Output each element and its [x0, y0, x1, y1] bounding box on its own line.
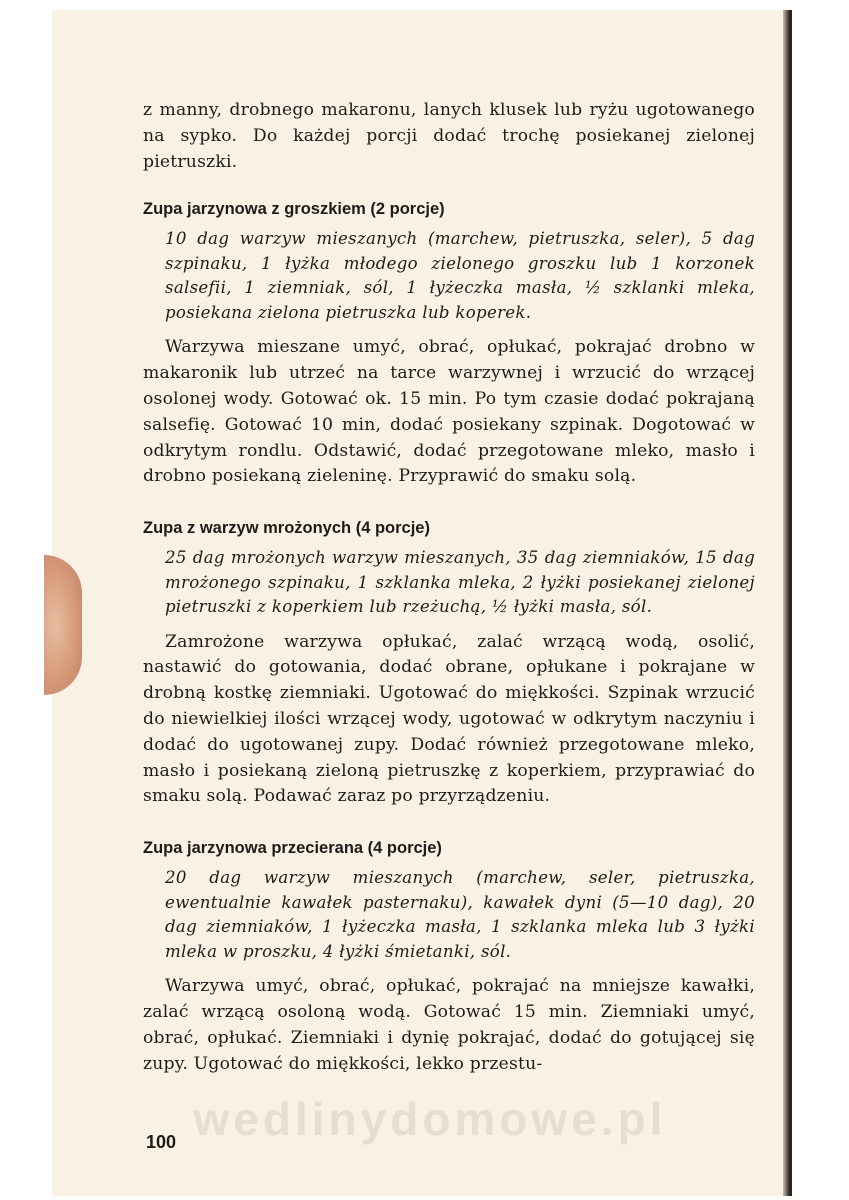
recipe-method: Warzywa umyć, obrać, opłukać, pokrajać na mniejsze kawałki, zalać wrzącą osoloną wodą. Gotować 15 min. Ziemniaki umyć, obrać, opłukać. Ziemniaki i dynię pokrajać, dodać do gotującej się zupy. Ugotować do miękkości, lekko przestu- — [143, 976, 755, 1074]
recipe-section — [143, 197, 755, 490]
page-content — [143, 98, 755, 1103]
recipe-section — [143, 516, 755, 810]
intro-paragraph: z manny, drobnego makaronu, lanych klusek lub ryżu ugotowanego na sypko. Do każdej porcji dodać trochę posiekanej zielonej pietruszki. — [143, 100, 755, 172]
thumb — [44, 555, 82, 695]
recipe-ingredients: 20 dag warzyw mieszanych (marchew, seler, pietruszka, ewentualnie kawałek pasternaku), kawałek dyni (5—10 dag), 20 dag ziemniaków, 1 łyżeczka masła, 1 szklanka mleka lub 3 łyżki mleka w proszku, 4 łyżki śmietanki, sól. — [165, 868, 755, 961]
recipe-method: Zamrożone warzywa opłukać, zalać wrzącą wodą, osolić, nastawić do gotowania, dodać obrane, opłukane i pokrajane w drobną kostkę ziemniaki. Ugotować do miękkości. Szpinak wrzucić do niewielkiej ilości wrzącej wody, ugotować w odkrytym naczyniu i dodać do ugotowanej zupy. Dodać również przegotowane mleko, masło i posiekaną zieloną pietruszkę z koperkiem, przyprawiać do smaku solą. Podawać zaraz po przyrządzeniu. — [143, 631, 755, 807]
recipe-ingredients: 25 dag mrożonych warzyw mieszanych, 35 dag ziemniaków, 15 dag mrożonego szpinaku, 1 szklanka mleka, 2 łyżki posiekanej zielonej pietruszki z koperkiem lub rzeżuchą, ½ łyżki masła, sól. — [165, 548, 755, 617]
recipe-section — [143, 836, 755, 1077]
recipe-title: Zupa z warzyw mrożonych (4 porcje) — [143, 519, 430, 538]
recipe-ingredients: 10 dag warzyw mieszanych (marchew, pietruszka, seler), 5 dag szpinaku, 1 łyżka młodego zielonego groszku lub 1 korzonek salsefii, 1 ziemniak, sól, 1 łyżeczka masła, ½ szklanki mleka, posiekana zielona pietruszka lub koperek. — [165, 229, 755, 322]
recipe-method: Warzywa mieszane umyć, obrać, opłukać, pokrajać drobno w makaronik lub utrzeć na tarce warzywnej i wrzucić do wrzącej osolonej wody. Gotować ok. 15 min. Po tym czasie dodać pokrajaną salsefię. Gotować 10 min, dodać posiekany szpinak. Dogotować w odkrytym rondlu. Odstawić, dodać przegotowane mleko, masło i drobno posiekaną zieleninę. Przyprawić do smaku solą. — [143, 337, 755, 487]
page-number: 100 — [146, 1132, 177, 1152]
recipe-title: Zupa jarzynowa przecierana (4 porcje) — [143, 839, 442, 858]
watermark: wedlinydomowe.pl — [193, 1093, 667, 1145]
recipe-title: Zupa jarzynowa z groszkiem (2 porcje) — [143, 200, 445, 219]
page-edge — [783, 10, 789, 1196]
